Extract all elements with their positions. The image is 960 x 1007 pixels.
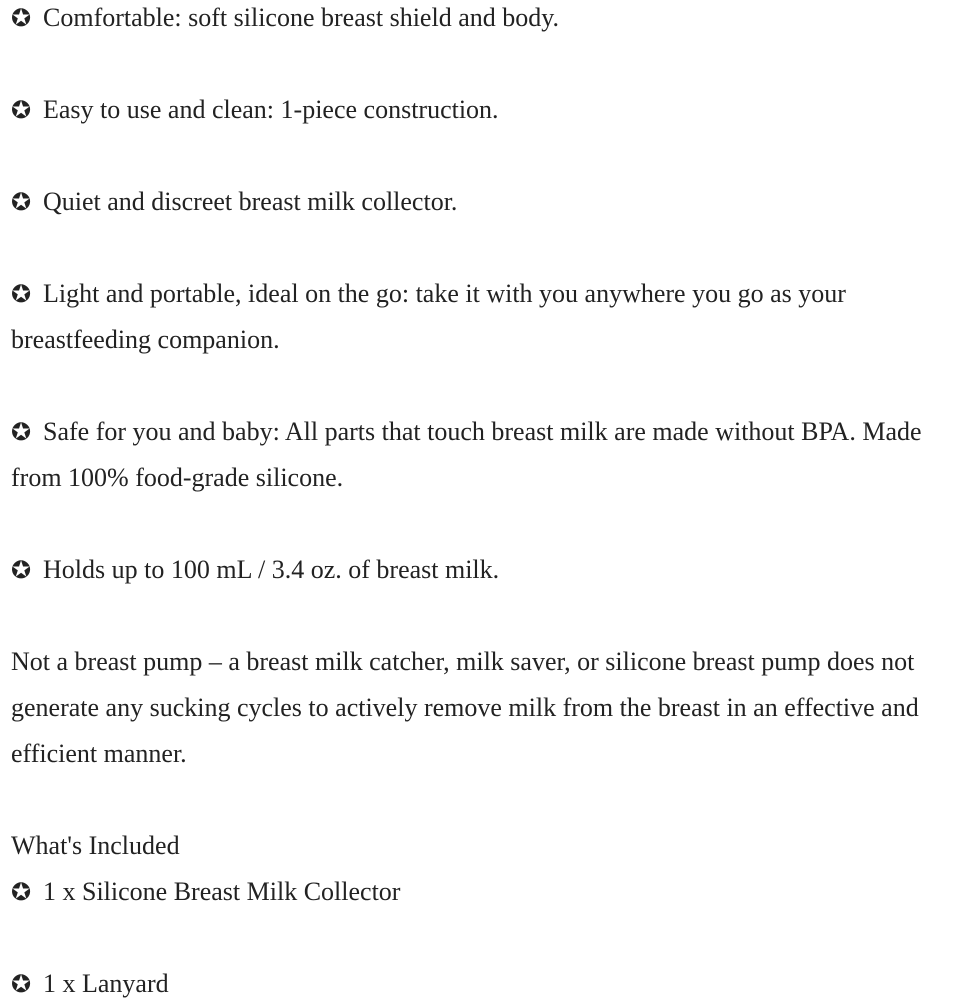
star-bullet-icon: ✪ (11, 188, 32, 216)
feature-text: Holds up to 100 mL / 3.4 oz. of breast milk. (43, 555, 500, 584)
included-item (11, 961, 946, 1007)
feature-text: Easy to use and clean: 1-piece construction. (43, 95, 499, 124)
feature-item (11, 409, 946, 501)
feature-item (11, 547, 946, 593)
star-bullet-icon: ✪ (11, 556, 32, 584)
star-bullet-icon: ✪ (11, 280, 32, 308)
included-item-text: 1 x Lanyard (43, 969, 169, 998)
disclaimer-text: Not a breast pump – a breast milk catcher, milk saver, or silicone breast pump does not generate any sucking cycles to actively remove milk from the breast in an effective and efficient manner. (11, 647, 919, 768)
feature-text: Quiet and discreet breast milk collector. (43, 187, 458, 216)
star-bullet-icon: ✪ (11, 970, 32, 998)
feature-text: Light and portable, ideal on the go: take it with you anywhere you go as your breastfeeding companion. (11, 279, 846, 354)
feature-text: Comfortable: soft silicone breast shield and body. (43, 3, 560, 32)
star-bullet-icon: ✪ (11, 418, 32, 446)
feature-item (11, 271, 946, 363)
included-item (11, 869, 946, 915)
star-bullet-icon: ✪ (11, 878, 32, 906)
feature-text: Safe for you and baby: All parts that touch breast milk are made without BPA. Made from 100% food-grade silicone. (11, 417, 922, 492)
feature-item (11, 0, 946, 41)
included-heading: What's Included (11, 831, 180, 860)
feature-item (11, 87, 946, 133)
included-item-text: 1 x Silicone Breast Milk Collector (43, 877, 401, 906)
star-bullet-icon: ✪ (11, 4, 32, 32)
star-bullet-icon: ✪ (11, 96, 32, 124)
feature-item (11, 179, 946, 225)
